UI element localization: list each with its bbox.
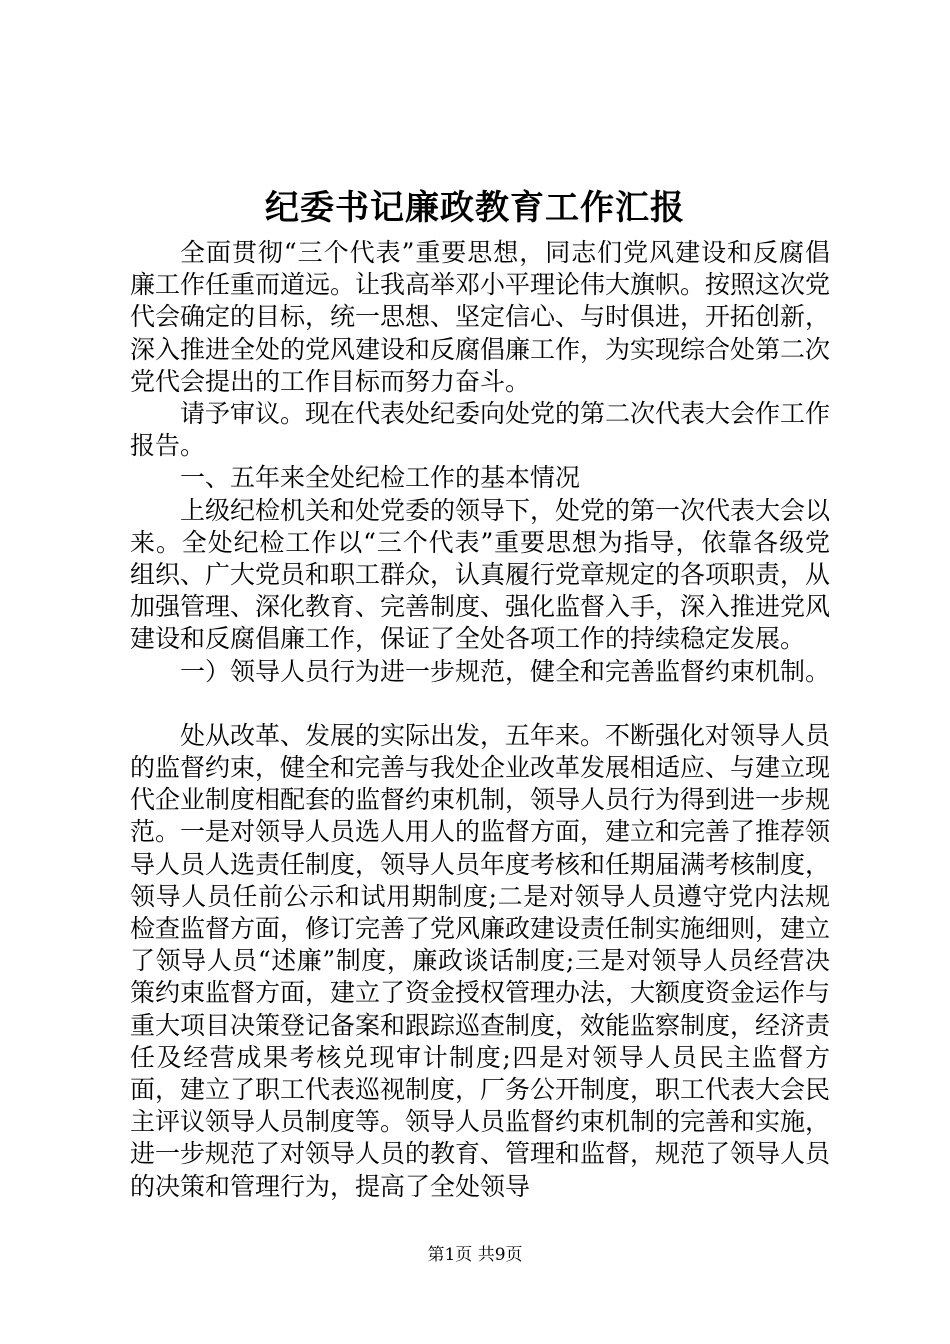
paragraph-overview: 上级纪检机关和处党委的领导下，处党的第一次代表大会以来。全处纪检工作以“三个代表”重要思想为指导，依靠各级党组织、广大党员和职工群众，认真履行党章规定的各项职责，从加强管理、深化教育、完善制度、强化监督入手，深入推进党风建设和反腐倡廉工作，保证了全处各项工作的持续稳定发展。 xyxy=(130,495,831,654)
subsection-heading-1: 一）领导人员行为进一步规范，健全和完善监督约束机制。 xyxy=(180,656,831,686)
section-heading-1: 一、五年来全处纪检工作的基本情况 xyxy=(180,463,581,493)
document-body xyxy=(130,237,830,1203)
paragraph-review: 请予审议。现在代表处纪委向处党的第二次代表大会作工作报告。 xyxy=(130,399,831,461)
paragraph-supervision: 处从改革、发展的实际出发，五年来。不断强化对领导人员的监督约束，健全和完善与我处企业改革发展相适应、与建立现代企业制度相配套的监督约束机制，领导人员行为得到进一步规范。一是对领导人员选人用人的监督方面，建立和完善了推荐领导人员人选责任制度，领导人员年度考核和任期届满考核制度，领导人员任前公示和试用期制度;二是对领导人员遵守党内法规检查监督方面，修订完善了党风廉政建设责任制实施细则，建立了领导人员“述廉”制度，廉政谈话制度;三是对领导人员经营决策约束监督方面，建立了资金授权管理办法，大额度资金运作与重大项目决策登记备案和跟踪巡查制度，效能监察制度，经济责任及经营成果考核兑现审计制度;四是对领导人员民主监督方面，建立了职工代表巡视制度，厂务公开制度，职工代表大会民主评议领导人员制度等。领导人员监督约束机制的完善和实施，进一步规范了对领导人员的教育、管理和监督，规范了领导人员的决策和管理行为，提高了全处领导 xyxy=(130,720,831,1201)
paragraph-intro: 全面贯彻“三个代表”重要思想，同志们党风建设和反腐倡廉工作任重而道远。让我高举邓小平理论伟大旗帜。按照这次党代会确定的目标，统一思想、坚定信心、与时俱进，开拓创新，深入推进全处的党风建设和反腐倡廉工作，为实现综合处第二次党代会提出的工作目标而努力奋斗。 xyxy=(130,238,831,396)
page-footer: 第1页 共9页 xyxy=(427,1245,523,1265)
document-title: 纪委书记廉政教育工作汇报 xyxy=(265,188,685,228)
